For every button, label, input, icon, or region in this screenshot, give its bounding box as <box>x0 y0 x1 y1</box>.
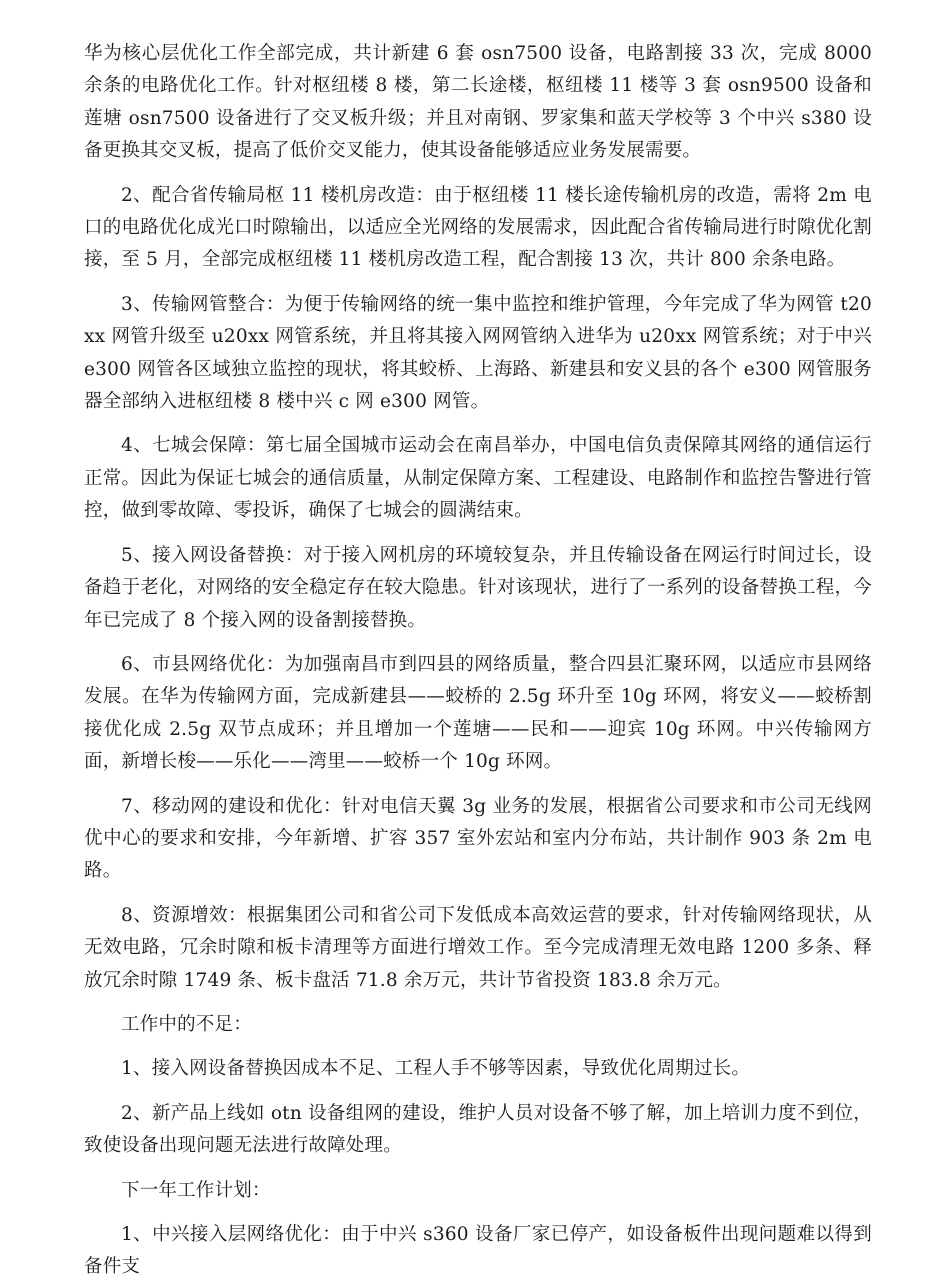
paragraph-item-2: 2、配合省传输局枢 11 楼机房改造：由于枢纽楼 11 楼长途传输机房的改造，需将 2m 电口的电路优化成光口时隙输出，以适应全光网络的发展需求，因此配合省传输局进行时隙优化割接，至 5 月，全部完成枢纽楼 11 楼机房改造工程，配合割接 13 次，共计 800 余条电路。 <box>84 184 872 271</box>
paragraph-item-6: 6、市县网络优化：为加强南昌市到四县的网络质量，整合四县汇聚环网，以适应市县网络发展。在华为传输网方面，完成新建县——蛟桥的 2.5g 环升至 10g 环网，将安义——蛟桥割接优化成 2.5g 双节点成环；并且增加一个莲塘——民和——迎宾 10g 环网。中兴传输网方面，新增长梭——乐化——湾里——蛟桥一个 10g 环网。 <box>84 653 872 773</box>
document-body <box>84 38 872 1284</box>
paragraph-item-7: 7、移动网的建设和优化：针对电信天翼 3g 业务的发展，根据省公司要求和市公司无线网优中心的要求和安排，今年新增、扩容 357 室外宏站和室内分布站，共计制作 903 条 2m 电路。 <box>84 795 872 882</box>
paragraph-intro: 华为核心层优化工作全部完成，共计新建 6 套 osn7500 设备，电路割接 33 次，完成 8000 余条的电路优化工作。针对枢纽楼 8 楼，第二长途楼，枢纽楼 11 楼等 3 套 osn9500 设备和莲塘 osn7500 设备进行了交叉板升级；并且对南钢、罗家集和蓝天学校等 3 个中兴 s380 设备更换其交叉板，提高了低价交叉能力，使其设备能够适应业务发展需要。 <box>84 43 872 162</box>
paragraph-item-4: 4、七城会保障：第七届全国城市运动会在南昌举办，中国电信负责保障其网络的通信运行正常。因此为保证七城会的通信质量，从制定保障方案、工程建设、电路制作和监控告警进行管控，做到零故障、零投诉，确保了七城会的圆满结束。 <box>84 435 872 522</box>
paragraph-plan-1: 1、中兴接入层网络优化：由于中兴 s360 设备厂家已停产，如设备板件出现问题难以得到备件支 <box>84 1224 872 1278</box>
paragraph-item-8: 8、资源增效：根据集团公司和省公司下发低成本高效运营的要求，针对传输网络现状，从无效电路，冗余时隙和板卡清理等方面进行增效工作。至今完成清理无效电路 1200 多条、释放冗余时隙 1749 条、板卡盘活 71.8 余万元，共计节省投资 183.8 余万元。 <box>84 904 872 991</box>
paragraph-item-5: 5、接入网设备替换：对于接入网机房的环境较复杂，并且传输设备在网运行时间过长，设备趋于老化，对网络的安全稳定存在较大隐患。针对该现状，进行了一系列的设备替换工程，今年已完成了 8 个接入网的设备割接替换。 <box>84 544 872 631</box>
paragraph-item-3: 3、传输网管整合：为便于传输网络的统一集中监控和维护管理，今年完成了华为网管 t20xx 网管升级至 u20xx 网管系统，并且将其接入网网管纳入进华为 u20xx 网管系统；对于中兴 e300 网管各区域独立监控的现状，将其蛟桥、上海路、新建县和安义县的各个 e300 网管服务器全部纳入进枢纽楼 8 楼中兴 c 网 e300 网管。 <box>84 293 872 413</box>
paragraph-shortcoming-1: 1、接入网设备替换因成本不足、工程人手不够等因素，导致优化周期过长。 <box>121 1058 751 1080</box>
heading-next-year-plan: 下一年工作计划： <box>121 1179 271 1201</box>
heading-shortcomings: 工作中的不足： <box>121 1013 252 1035</box>
paragraph-shortcoming-2: 2、新产品上线如 otn 设备组网的建设，维护人员对设备不够了解，加上培训力度不到位，致使设备出现问题无法进行故障处理。 <box>84 1102 872 1157</box>
